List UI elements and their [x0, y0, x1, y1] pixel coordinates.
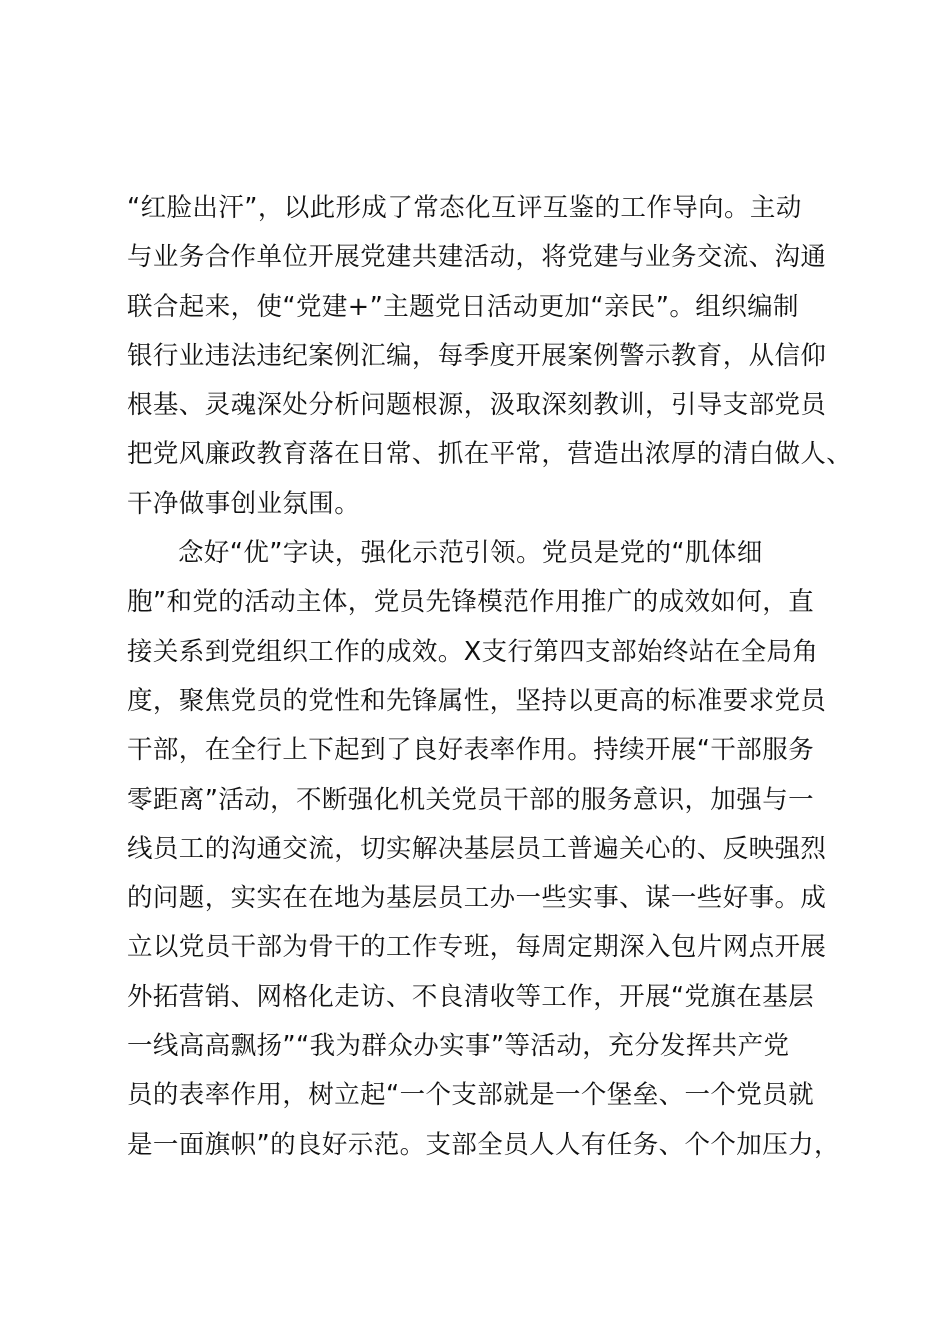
paragraph-line: 一线高高飘扬”“我为群众办实事”等活动，充分发挥共产党: [127, 1031, 790, 1062]
paragraph-line: 员的表率作用，树立起“一个支部就是一个堡垒、一个党员就: [127, 1080, 815, 1111]
paragraph-line: “红脸出汗”，以此形成了常态化互评互鉴的工作导向。主动: [127, 193, 802, 223]
paragraph-line: 胞”和党的活动主体，党员先锋模范作用推广的成效如何，直: [127, 587, 815, 618]
paragraph-line: 线员工的沟通交流，切实解决基层员工普遍关心的、反映强烈: [127, 833, 827, 864]
paragraph-line: 念好“优”字诀，强化示范引领。党员是党的“肌体细: [178, 538, 763, 569]
paragraph-2: [127, 529, 847, 1170]
paragraph-line: 的问题，实实在在地为基层员工办一些实事、谋一些好事。成: [127, 883, 827, 914]
paragraph-line: 把党风廉政教育落在日常、抓在平常，营造出浓厚的清白做人、: [127, 439, 853, 470]
paragraph-line: 银行业违法违纪案例汇编，每季度开展案例警示教育，从信仰: [127, 340, 827, 371]
paragraph-line: 根基、灵魂深处分析问题根源，汲取深刻教训，引导支部党员: [127, 390, 827, 421]
paragraph-line: 联合起来，使“党建+”主题党日活动更加“亲民”。组织编制: [127, 291, 799, 322]
paragraph-line: 与业务合作单位开展党建共建活动，将党建与业务交流、沟通: [127, 242, 827, 273]
paragraph-line: 度，聚焦党员的党性和先锋属性，坚持以更高的标准要求党员: [127, 685, 827, 716]
paragraph-line: 零距离”活动，不断强化机关党员干部的服务意识，加强与一: [127, 784, 815, 815]
paragraph-line: 立以党员干部为骨干的工作专班，每周定期深入包片网点开展: [127, 932, 827, 963]
paragraph-line: 干部，在全行上下起到了良好表率作用。持续开展“干部服务: [127, 735, 815, 766]
paragraph-line: 接关系到党组织工作的成效。X支行第四支部始终站在全局角: [127, 636, 819, 667]
paragraph-line: 是一面旗帜”的良好示范。支部全员人人有任务、个个加压力，: [127, 1129, 840, 1160]
paragraph-line: 干净做事创业氛围。: [127, 488, 361, 519]
paragraph-line: 外拓营销、网格化走访、不良清收等工作，开展“党旗在基层: [127, 981, 815, 1012]
document-body-text: [127, 184, 853, 1170]
paragraph-1: [127, 184, 853, 529]
